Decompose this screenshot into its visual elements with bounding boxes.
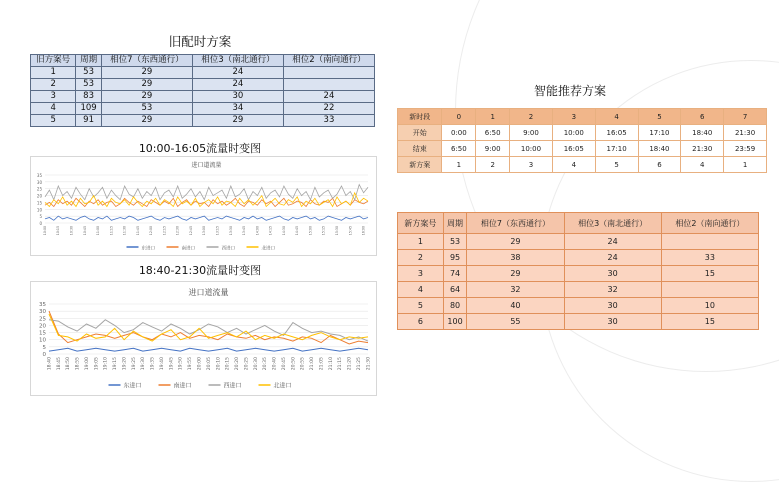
table-row	[398, 266, 759, 282]
y-tick-label: 0	[39, 221, 42, 226]
y-tick-label: 30	[39, 309, 46, 316]
table-cell: 74	[443, 266, 467, 282]
x-tick-label: 20:25	[244, 357, 250, 371]
table-cell: 4	[595, 109, 638, 125]
y-tick-label: 10	[39, 337, 46, 344]
table-row	[398, 141, 767, 157]
table-cell: 15	[661, 266, 758, 282]
table-cell: 6	[398, 314, 444, 330]
legend-label: 南进口	[173, 382, 192, 390]
legend-label: 东进口	[141, 246, 155, 252]
x-tick-label: 20:35	[263, 357, 269, 371]
table-cell: 5	[31, 115, 76, 127]
x-tick-label: 19:15	[113, 357, 119, 371]
series-line	[45, 216, 368, 220]
table-header-row	[31, 55, 375, 67]
y-tick-label: 20	[39, 323, 46, 330]
x-tick-label: 20:05	[206, 357, 212, 371]
y-tick-label: 25	[36, 186, 42, 192]
x-tick-label: 20:00	[197, 357, 203, 371]
x-tick-label: 20:30	[253, 357, 259, 371]
chart1-title: 10:00-16:05流量时变图	[138, 142, 262, 155]
table-cell: 5	[638, 109, 681, 125]
table-cell: 0:00	[442, 125, 476, 141]
old-plan-title: 旧配时方案	[168, 34, 232, 49]
table-cell: 7	[724, 109, 767, 125]
table-cell: 32	[564, 282, 661, 298]
x-tick-label: 15:15	[321, 226, 326, 236]
legend-label: 东进口	[123, 382, 142, 390]
x-tick-label: 19:30	[141, 357, 147, 371]
x-tick-label: 21:05	[319, 357, 325, 371]
table-cell: 6:50	[442, 141, 476, 157]
x-tick-label: 21:25	[356, 357, 362, 371]
table-row	[398, 282, 759, 298]
legend-label: 西进口	[221, 246, 235, 252]
table-cell: 6	[638, 157, 681, 173]
table-row	[398, 157, 767, 173]
old-plan-table	[30, 54, 375, 127]
table-cell: 24	[192, 67, 283, 79]
table-row	[31, 91, 375, 103]
y-tick-label: 15	[36, 200, 42, 206]
table-cell: 15	[661, 314, 758, 330]
x-tick-label: 19:55	[188, 357, 194, 371]
y-tick-label: 20	[36, 193, 42, 199]
table-cell: 30	[564, 266, 661, 282]
table-header-cell: 新方案号	[398, 213, 444, 234]
table-cell: 4	[398, 282, 444, 298]
table-cell: 100	[443, 314, 467, 330]
table-row	[398, 298, 759, 314]
x-tick-label: 12:15	[162, 226, 167, 236]
table-cell: 3	[552, 109, 595, 125]
table-cell: 83	[76, 91, 102, 103]
table-cell: 18:40	[638, 141, 681, 157]
x-tick-label: 21:30	[366, 357, 372, 371]
y-tick-label: 25	[39, 316, 46, 323]
table-cell: 1	[31, 67, 76, 79]
table-row	[31, 79, 375, 91]
x-tick-label: 14:45	[295, 226, 300, 236]
y-tick-label: 5	[39, 214, 42, 220]
table-cell: 30	[564, 314, 661, 330]
x-tick-label: 21:15	[338, 357, 344, 371]
table-cell: 33	[283, 115, 374, 127]
x-tick-label: 20:55	[300, 357, 306, 371]
table-cell: 80	[443, 298, 467, 314]
x-tick-label: 21:00	[310, 357, 316, 371]
table-cell: 2	[31, 79, 76, 91]
table-cell: 开始	[398, 125, 442, 141]
table-cell: 1	[476, 109, 510, 125]
series-line	[45, 185, 368, 200]
table-cell: 29	[101, 67, 192, 79]
table-cell: 新时段	[398, 109, 442, 125]
x-tick-label: 11:30	[122, 226, 127, 236]
x-tick-label: 20:40	[272, 357, 278, 371]
y-tick-label: 15	[39, 330, 46, 337]
legend-label: 北进口	[273, 382, 292, 390]
table-row	[31, 103, 375, 115]
table-row	[398, 314, 759, 330]
table-cell: 17:10	[638, 125, 681, 141]
y-tick-label: 35	[39, 302, 46, 308]
x-tick-label: 19:20	[122, 357, 128, 371]
table-cell: 32	[467, 282, 564, 298]
table-header-cell: 相位3（南北通行）	[192, 55, 283, 67]
table-header-cell: 相位2（南向通行）	[283, 55, 374, 67]
table-cell: 21:30	[681, 141, 724, 157]
table-cell: 55	[467, 314, 564, 330]
x-tick-label: 12:45	[188, 226, 193, 236]
chart-title: 进口道流量	[188, 288, 229, 297]
chart-title: 进口道流量	[191, 162, 222, 169]
table-header-cell: 周期	[76, 55, 102, 67]
y-tick-label: 5	[42, 344, 46, 351]
x-tick-label: 21:10	[328, 357, 334, 371]
legend-label: 西进口	[223, 382, 242, 390]
x-tick-label: 13:00	[202, 226, 207, 236]
table-cell: 29	[101, 79, 192, 91]
x-tick-label: 13:45	[242, 226, 247, 236]
table-cell: 53	[443, 234, 467, 250]
x-tick-label: 15:30	[334, 226, 339, 236]
series-line	[49, 348, 368, 351]
table-cell: 结束	[398, 141, 442, 157]
new-plan-table	[397, 212, 759, 330]
x-tick-label: 20:10	[216, 357, 222, 371]
table-cell: 24	[564, 250, 661, 266]
y-tick-label: 35	[36, 173, 42, 178]
table-cell: 34	[192, 103, 283, 115]
table-cell: 53	[101, 103, 192, 115]
table-cell: 1	[724, 157, 767, 173]
x-tick-label: 14:30	[281, 226, 286, 236]
x-tick-label: 19:25	[131, 357, 137, 371]
chart1-svg	[31, 157, 376, 255]
table-cell: 24	[283, 91, 374, 103]
table-cell: 4	[31, 103, 76, 115]
table-cell: 29	[192, 115, 283, 127]
table-header-cell: 旧方案号	[31, 55, 76, 67]
x-tick-label: 10:45	[82, 226, 87, 236]
x-tick-label: 15:00	[308, 226, 313, 236]
table-cell: 5	[595, 157, 638, 173]
table-cell: 64	[443, 282, 467, 298]
table-row	[398, 125, 767, 141]
table-cell: 29	[101, 91, 192, 103]
x-tick-label: 13:15	[215, 226, 220, 236]
table-cell: 24	[192, 79, 283, 91]
x-tick-label: 19:45	[169, 357, 175, 371]
y-tick-label: 30	[36, 179, 42, 185]
chart2-title: 18:40-21:30流量时变图	[138, 264, 262, 277]
table-cell: 23:59	[724, 141, 767, 157]
chart2-svg	[31, 282, 376, 395]
chart1-frame	[30, 156, 377, 256]
table-cell: 30	[192, 91, 283, 103]
table-cell: 53	[76, 67, 102, 79]
x-tick-label: 12:30	[175, 226, 180, 236]
table-header-row	[398, 213, 759, 234]
table-cell: 6	[681, 109, 724, 125]
x-tick-label: 18:45	[56, 357, 62, 371]
x-tick-label: 10:00	[42, 226, 47, 236]
table-cell	[661, 282, 758, 298]
chart2-frame	[30, 281, 377, 396]
table-cell: 3	[510, 157, 553, 173]
x-tick-label: 11:45	[135, 226, 140, 236]
table-cell: 16:05	[595, 125, 638, 141]
table-cell	[283, 79, 374, 91]
table-cell: 3	[398, 266, 444, 282]
table-header-cell: 相位7（东西通行）	[101, 55, 192, 67]
x-tick-label: 18:50	[66, 357, 72, 371]
table-cell: 2	[476, 157, 510, 173]
table-cell	[283, 67, 374, 79]
y-tick-label: 10	[36, 207, 42, 213]
x-tick-label: 19:00	[84, 357, 90, 371]
table-header-row	[398, 109, 767, 125]
table-cell: 10	[661, 298, 758, 314]
x-tick-label: 20:45	[281, 357, 287, 371]
table-cell: 38	[467, 250, 564, 266]
x-tick-label: 15:45	[348, 226, 353, 236]
table-cell: 30	[564, 298, 661, 314]
table-cell: 40	[467, 298, 564, 314]
table-cell: 109	[76, 103, 102, 115]
y-tick-label: 0	[42, 352, 46, 358]
x-tick-label: 21:20	[347, 357, 353, 371]
table-header-cell: 相位2（南向通行）	[661, 213, 758, 234]
table-cell: 2	[510, 109, 553, 125]
table-cell: 29	[467, 234, 564, 250]
table-row	[398, 234, 759, 250]
x-tick-label: 19:35	[150, 357, 156, 371]
table-header-cell: 相位7（东西通行）	[467, 213, 564, 234]
table-cell: 9:00	[476, 141, 510, 157]
table-cell: 95	[443, 250, 467, 266]
x-tick-label: 20:20	[235, 357, 241, 371]
table-row	[398, 250, 759, 266]
legend-label: 北进口	[261, 246, 275, 252]
table-cell	[661, 234, 758, 250]
x-tick-label: 18:55	[75, 357, 81, 371]
x-tick-label: 12:00	[149, 226, 154, 236]
x-tick-label: 11:00	[96, 226, 101, 236]
table-cell: 18:40	[681, 125, 724, 141]
table-cell: 33	[661, 250, 758, 266]
x-tick-label: 16:00	[361, 226, 366, 236]
table-cell: 22	[283, 103, 374, 115]
legend-label: 南进口	[181, 246, 195, 252]
smart-schedule-table	[397, 108, 767, 173]
table-cell: 91	[76, 115, 102, 127]
table-cell: 4	[681, 157, 724, 173]
table-cell: 3	[31, 91, 76, 103]
x-tick-label: 20:15	[225, 357, 231, 371]
table-cell: 29	[101, 115, 192, 127]
table-cell: 1	[442, 157, 476, 173]
x-tick-label: 10:30	[69, 226, 74, 236]
table-cell: 5	[398, 298, 444, 314]
smart-plan-title: 智能推荐方案	[533, 84, 606, 98]
table-cell: 10:00	[552, 125, 595, 141]
table-cell: 6:50	[476, 125, 510, 141]
table-cell: 0	[442, 109, 476, 125]
x-tick-label: 20:50	[291, 357, 297, 371]
x-tick-label: 19:40	[159, 357, 165, 371]
table-cell: 1	[398, 234, 444, 250]
table-cell: 17:10	[595, 141, 638, 157]
x-tick-label: 19:50	[178, 357, 184, 371]
table-cell: 9:00	[510, 125, 553, 141]
x-tick-label: 18:40	[47, 357, 53, 371]
table-cell: 4	[552, 157, 595, 173]
table-row	[31, 67, 375, 79]
x-tick-label: 19:05	[94, 357, 100, 371]
table-cell: 53	[76, 79, 102, 91]
table-row	[31, 115, 375, 127]
table-cell: 2	[398, 250, 444, 266]
table-cell: 新方案	[398, 157, 442, 173]
table-cell: 21:30	[724, 125, 767, 141]
table-cell: 16:05	[552, 141, 595, 157]
x-tick-label: 11:15	[109, 226, 114, 236]
x-tick-label: 14:15	[268, 226, 273, 236]
x-tick-label: 14:00	[255, 226, 260, 236]
table-cell: 29	[467, 266, 564, 282]
x-tick-label: 13:30	[228, 226, 233, 236]
table-cell: 24	[564, 234, 661, 250]
table-header-cell: 周期	[443, 213, 467, 234]
table-cell: 10:00	[510, 141, 553, 157]
x-tick-label: 10:15	[56, 226, 61, 236]
table-header-cell: 相位3（南北通行）	[564, 213, 661, 234]
x-tick-label: 19:10	[103, 357, 109, 371]
